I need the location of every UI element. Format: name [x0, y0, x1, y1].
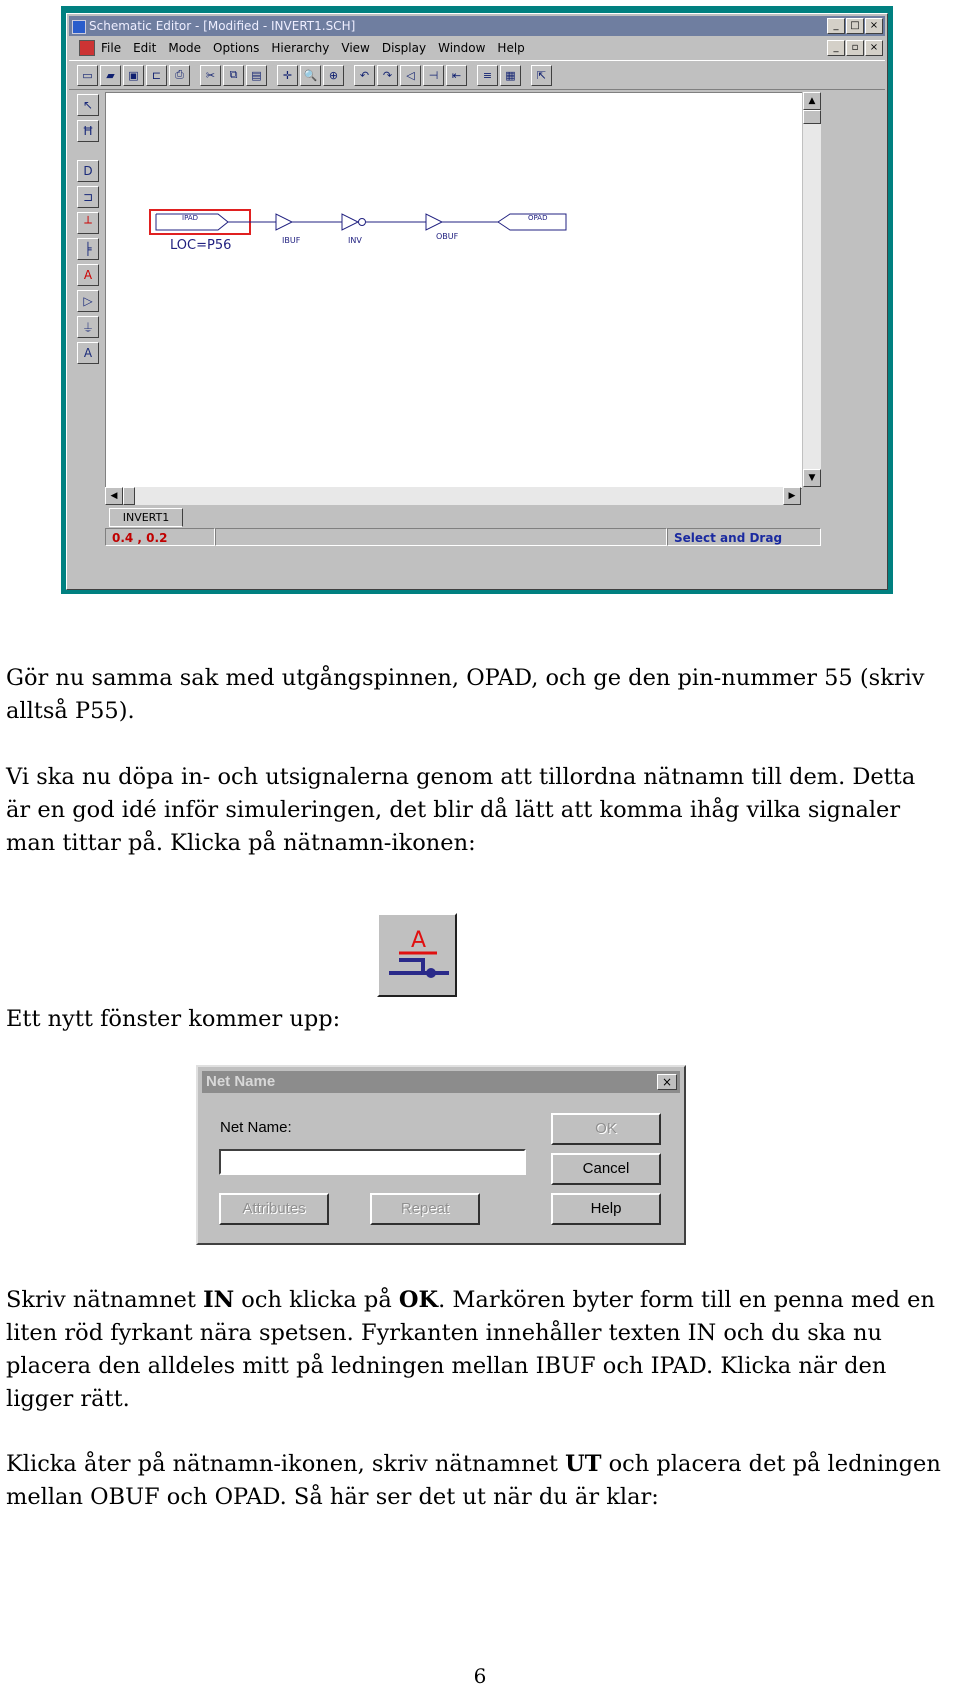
loc-label: LOC=P56 [170, 238, 232, 253]
status-message [215, 528, 667, 546]
wire-tool-icon[interactable]: ⊐ [77, 186, 99, 208]
attributes-button[interactable]: Attributes [219, 1193, 329, 1225]
paragraph-instructions: Skriv nätnamnet IN och klicka på OK. Markören byter form till en penna med en liten röd fyrkant nära spetsen. Fyrkanten innehåller texten IN och du ska nu placera den alldeles mitt på ledningen mellan IBUF och IPAD. Klicka när den ligger rätt. [6, 1287, 935, 1412]
ok-button[interactable]: OK [551, 1113, 661, 1145]
bold-IN: IN [203, 1287, 235, 1313]
sdh-icon[interactable]: ▦ [500, 65, 521, 86]
scroll-down-icon[interactable]: ▼ [803, 469, 821, 487]
push-icon[interactable]: ◁ [400, 65, 421, 86]
horizontal-scrollbar[interactable] [105, 487, 801, 505]
schematic-editor-screenshot [61, 6, 894, 594]
zoom-icon[interactable]: 🔍 [300, 65, 321, 86]
paragraph-ut: Klicka åter på nätnamn-ikonen, skriv nätnamnet UT och placera det på ledningen mellan OBUF och OPAD. Så här ser det ut när du är klar: [6, 1451, 941, 1510]
editor-titlebar [69, 16, 885, 36]
sheet-tabs [105, 508, 825, 526]
bold-OK: OK [398, 1287, 439, 1313]
net-name-input[interactable] [219, 1149, 526, 1175]
new-file-icon[interactable]: ▭ [77, 65, 98, 86]
cancel-button[interactable]: Cancel [551, 1153, 661, 1185]
undo-icon[interactable]: ↶ [354, 65, 375, 86]
hierarchy-icon[interactable]: ⇤ [446, 65, 467, 86]
net-name-icon [377, 913, 457, 997]
inv-symbol[interactable] [342, 214, 426, 230]
inv-label: INV [348, 236, 362, 245]
close-button[interactable]: × [865, 18, 883, 34]
scroll-left-icon[interactable]: ◀ [105, 487, 123, 505]
net-name-icon-graphic [379, 915, 455, 995]
document-icon[interactable] [79, 40, 95, 56]
status-coordinates: 0.4 , 0.2 [105, 528, 215, 546]
menu-bar [69, 38, 885, 58]
paste-icon[interactable]: ▤ [246, 65, 267, 86]
menu-hierarchy[interactable]: Hierarchy [271, 41, 330, 55]
zoom-fit-icon[interactable]: ⊕ [323, 65, 344, 86]
menu-edit[interactable]: Edit [133, 41, 157, 55]
repeat-button[interactable]: Repeat [370, 1193, 480, 1225]
vertical-scrollbar[interactable] [803, 92, 821, 487]
paragraph-opad: Gör nu samma sak med utgångspinnen, OPAD, och ge den pin-nummer 55 (skriv alltså P55). [6, 665, 925, 724]
open-folder-icon[interactable]: ▰ [100, 65, 121, 86]
io-marker-icon[interactable]: ▷ [77, 290, 99, 312]
left-toolbar [77, 94, 101, 368]
ibuf-symbol[interactable] [276, 214, 342, 230]
help-button[interactable]: Help [551, 1193, 661, 1225]
svg-text:A: A [411, 928, 427, 953]
symbol-icon[interactable]: ⊏ [146, 65, 167, 86]
net-name-tool-icon[interactable]: A [77, 264, 99, 286]
schematic-editor-window [66, 13, 888, 590]
obuf-symbol[interactable] [426, 214, 498, 230]
doc-minimize-button[interactable]: _ [827, 40, 845, 56]
sheet-tab-invert1[interactable]: INVERT1 [109, 508, 183, 527]
redo-icon[interactable]: ↷ [377, 65, 398, 86]
main-toolbar [69, 60, 885, 90]
copy-icon[interactable]: ⧉ [223, 65, 244, 86]
scroll-up-icon[interactable]: ▲ [803, 92, 821, 110]
paragraph-new-window: Ett nytt fönster kommer upp: [6, 1006, 341, 1032]
paragraph-net-names: Vi ska nu döpa in- och utsignalerna genom att tillordna nätnamn till dem. Detta är en god idé inför simuleringen, det blir då lätt att komma ihåg vilka signaler man tittar på. Klicka på nätnamn-ikonen: [6, 764, 916, 856]
doc-restore-button[interactable]: ▫ [846, 40, 864, 56]
help-pointer-icon[interactable]: ⇱ [531, 65, 552, 86]
app-icon [72, 20, 86, 34]
netlist-icon[interactable]: ≡ [477, 65, 498, 86]
maximize-button[interactable]: □ [846, 18, 864, 34]
net-name-dialog [196, 1065, 686, 1245]
ipad-symbol[interactable] [150, 210, 276, 234]
bold-UT: UT [565, 1451, 602, 1477]
editor-title: Schematic Editor - [Modified - INVERT1.SCH] [89, 19, 356, 33]
scroll-right-icon[interactable]: ▶ [783, 487, 801, 505]
menu-window[interactable]: Window [438, 41, 486, 55]
select-arrow-icon[interactable]: ↖ [77, 94, 99, 116]
obuf-label: OBUF [436, 232, 459, 241]
cut-icon[interactable]: ✂ [200, 65, 221, 86]
menu-view[interactable]: View [341, 41, 370, 55]
menu-file[interactable]: File [101, 41, 122, 55]
zoom-area-icon[interactable]: ✛ [277, 65, 298, 86]
symbol-tool-icon[interactable]: D [77, 160, 99, 182]
menu-options[interactable]: Options [213, 41, 260, 55]
bus-tool-icon[interactable]: ┴ [77, 212, 99, 234]
print-icon[interactable]: ⎙ [169, 65, 190, 86]
dialog-close-icon[interactable]: × [657, 1074, 677, 1090]
ibuf-label: IBUF [282, 236, 301, 245]
ipad-label: IPAD [182, 214, 199, 222]
status-bar [105, 528, 821, 548]
net-name-label: Net Name: [220, 1119, 292, 1136]
hscroll-thumb[interactable] [123, 487, 135, 505]
dialog-title: Net Name × [202, 1071, 680, 1093]
status-mode: Select and Drag [667, 528, 821, 546]
minimize-button[interactable]: _ [827, 18, 845, 34]
power-symbol-icon[interactable]: ⏚ [77, 316, 99, 338]
opad-label: OPAD [528, 214, 548, 222]
scroll-thumb[interactable] [803, 110, 821, 124]
schematic-canvas[interactable] [105, 92, 802, 489]
doc-close-button[interactable]: × [865, 40, 883, 56]
menu-mode[interactable]: Mode [168, 41, 202, 55]
schematic-drawing [106, 93, 802, 488]
pop-icon[interactable]: ⊣ [423, 65, 444, 86]
text-tool-icon[interactable]: A [77, 342, 99, 364]
bus-tap-icon[interactable]: ╞ [77, 238, 99, 260]
save-icon[interactable]: ▣ [123, 65, 144, 86]
page-number: 6 [473, 1664, 487, 1688]
menu-display[interactable]: Display [381, 41, 427, 55]
menu-help[interactable]: Help [497, 41, 525, 55]
hierarchy-H-icon[interactable]: Ħ [77, 120, 99, 142]
